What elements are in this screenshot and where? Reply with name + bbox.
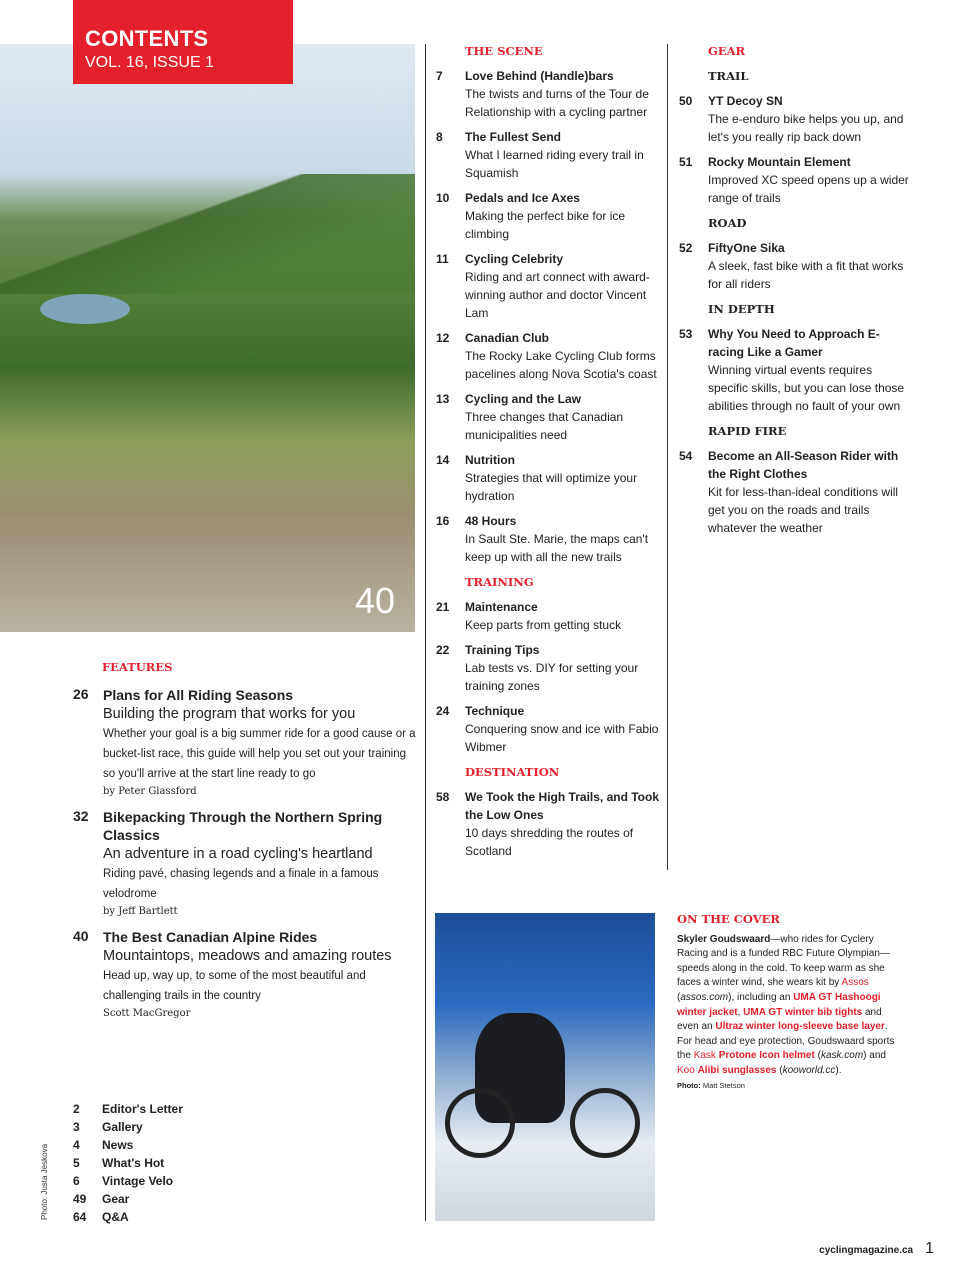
cover-photo-credit: Matt Stetson — [702, 1080, 745, 1090]
toc-entry[interactable] — [436, 128, 661, 182]
page-number: 26 — [73, 686, 89, 702]
feature-byline: by Peter Glassford — [103, 786, 197, 797]
feature-byline: Scott MacGregor — [103, 1008, 191, 1019]
entry-title: Why You Need to Approach E-racing Like a Gamer — [708, 327, 880, 359]
toc-entry[interactable] — [679, 92, 909, 146]
toc-entry[interactable] — [436, 390, 661, 444]
entry-description: The Rocky Lake Cycling Club forms pacelines along Nova Scotia's coast — [465, 349, 657, 381]
page-number: 4 — [73, 1138, 80, 1152]
department-entry[interactable] — [73, 1208, 183, 1226]
feature-entry[interactable] — [73, 808, 418, 920]
toc-entry[interactable] — [436, 788, 661, 860]
entry-text — [465, 512, 661, 566]
photo-page-number: 40 — [354, 580, 395, 621]
entry-text — [465, 189, 661, 243]
features-section — [73, 660, 418, 1030]
departments-list — [73, 1100, 183, 1226]
entry-text — [465, 641, 661, 695]
page-number: 24 — [436, 704, 450, 718]
page-number: 58 — [436, 790, 450, 804]
toc-entry[interactable] — [679, 325, 909, 415]
entry-title: 48 Hours — [465, 514, 517, 528]
department-title: Q&A — [102, 1210, 129, 1224]
entry-description: Conquering snow and ice with Fabio Wibmer — [465, 722, 659, 754]
toc-entry[interactable] — [679, 447, 909, 537]
entry-text — [708, 447, 909, 537]
entry-text — [708, 153, 909, 207]
page-number: 54 — [679, 449, 693, 463]
right-column — [679, 42, 909, 544]
column-divider — [425, 44, 426, 1221]
feature-deck: An adventure in a road cycling's heartland — [103, 846, 373, 862]
entry-title: The Fullest Send — [465, 130, 562, 144]
subsection-heading: TRAIL — [708, 69, 749, 83]
entry-text — [708, 92, 909, 146]
entry-description: Riding and art connect with award-winning author and doctor Vincent Lam — [465, 270, 650, 320]
site-url: cyclingmagazine.ca — [819, 1245, 914, 1256]
page-number: 2 — [73, 1102, 80, 1116]
department-entry[interactable] — [73, 1136, 183, 1154]
page-number: 51 — [679, 155, 693, 169]
cover-name: Skyler Goudswaard — [677, 933, 771, 945]
entry-text — [465, 128, 661, 182]
entry-description: Strategies that will optimize your hydration — [465, 471, 638, 503]
on-the-cover: ON THE COVER Skyler Goudswaard—who rides for Cyclery Racing and is a funded RBC Future Olympian—speeds along in the cold. To keep warm as she faces a winter wind, she wears kit by Assos (assos.com), including an UMA GT Hashoogi winter jacket, UMA GT winter bib tights and even an Ultraz winter long-sleeve base layer. For head and eye protection, Goudswaard sports the Kask Protone Icon helmet (kask.com) and Koo Alibi sunglasses (kooworld.cc). Photo: Matt Stetson — [677, 912, 902, 1093]
entry-title: YT Decoy SN — [708, 94, 783, 108]
feature-title: Plans for All Riding Seasons — [103, 687, 294, 703]
department-entry[interactable] — [73, 1190, 183, 1208]
page-number: 50 — [679, 94, 693, 108]
contents-title: CONTENTS — [85, 26, 209, 51]
department-title: News — [102, 1138, 134, 1152]
page-number: 1 — [925, 1240, 934, 1257]
page-number: 13 — [436, 392, 450, 406]
feature-deck: Mountaintops, meadows and amazing routes — [103, 948, 392, 964]
page-number: 16 — [436, 514, 450, 528]
entry-text — [465, 451, 661, 505]
entry-text — [103, 808, 418, 920]
toc-entry[interactable] — [679, 153, 909, 207]
middle-column — [436, 42, 661, 867]
feature-entry[interactable] — [73, 928, 418, 1022]
page-number: 64 — [73, 1210, 87, 1224]
page-number: 12 — [436, 331, 450, 345]
page-number: 32 — [73, 808, 89, 824]
entry-text — [465, 250, 661, 322]
entry-title: Become an All-Season Rider with the Right Clothes — [708, 449, 899, 481]
department-entry[interactable] — [73, 1100, 183, 1118]
cover-caption: Skyler Goudswaard—who rides for Cyclery Racing and is a funded RBC Future Olympian—speeds along in the cold. To keep warm as she faces a winter wind, she wears kit by Assos (assos.com), including an UMA GT Hashoogi winter jacket, UMA GT winter bib tights and even an Ultraz winter long-sleeve base layer. For head and eye protection, Goudswaard sports the Kask Protone Icon helmet (kask.com) and Koo Alibi sunglasses (kooworld.cc). — [677, 933, 895, 1076]
toc-entry[interactable] — [436, 451, 661, 505]
entry-description: Making the perfect bike for ice climbing — [465, 209, 626, 241]
entry-description: A sleek, fast bike with a fit that works for all riders — [708, 259, 904, 291]
toc-entry[interactable] — [436, 67, 661, 121]
feature-description: Riding pavé, chasing legends and a finale in a famous velodrome — [103, 868, 379, 900]
page-number: 3 — [73, 1120, 80, 1134]
page-number: 22 — [436, 643, 450, 657]
entry-text — [103, 686, 418, 800]
section-heading: GEAR — [708, 44, 746, 58]
feature-byline: by Jeff Bartlett — [103, 906, 178, 917]
entry-title: FiftyOne Sika — [708, 241, 785, 255]
feature-deck: Building the program that works for you — [103, 706, 356, 722]
footer — [819, 1240, 934, 1258]
page-number: 53 — [679, 327, 693, 341]
toc-entry[interactable] — [436, 189, 661, 243]
entry-title: Training Tips — [465, 643, 540, 657]
entry-text — [465, 598, 621, 634]
feature-description: Whether your goal is a big summer ride for a good cause or a bucket-list race, this guide will help you set out your training so you'll arrive at the start line ready to go — [103, 728, 416, 780]
subsection-heading: ROAD — [708, 216, 747, 230]
entry-title: Cycling and the Law — [465, 392, 582, 406]
toc-entry[interactable] — [436, 250, 661, 322]
toc-entry[interactable] — [436, 329, 661, 383]
feature-entry[interactable] — [73, 686, 418, 800]
entry-text — [465, 788, 661, 860]
entry-title: Cycling Celebrity — [465, 252, 564, 266]
page-number: 11 — [436, 252, 449, 266]
department-entry[interactable] — [73, 1154, 183, 1172]
entry-title: We Took the High Trails, and Took the Low Ones — [465, 790, 660, 822]
entry-title: Love Behind (Handle)bars — [465, 69, 614, 83]
toc-entry[interactable] — [436, 641, 661, 695]
page-number: 21 — [436, 600, 450, 614]
subsection-heading: RAPID FIRE — [708, 424, 787, 438]
subsection-heading: IN DEPTH — [708, 302, 775, 316]
section-heading: DESTINATION — [465, 765, 560, 779]
page-number: 14 — [436, 453, 450, 467]
entry-description: The twists and turns of the Tour de Relationship with a cycling partner — [465, 87, 649, 119]
department-title: Vintage Velo — [102, 1174, 174, 1188]
page-number: 10 — [436, 191, 450, 205]
department-entry[interactable] — [73, 1118, 183, 1136]
entry-description: Improved XC speed opens up a wider range of trails — [708, 173, 909, 205]
page-number: 6 — [73, 1174, 80, 1188]
page-number: 5 — [73, 1156, 80, 1170]
section-heading: THE SCENE — [465, 44, 543, 58]
department-title: What's Hot — [102, 1156, 165, 1170]
entry-title: Technique — [465, 704, 525, 718]
department-title: Gear — [102, 1192, 130, 1206]
toc-entry[interactable] — [436, 512, 661, 566]
entry-description: Three changes that Canadian municipalities need — [465, 410, 624, 442]
photo-credit: Photo: Justa Jeskova — [40, 1143, 49, 1220]
entry-title: Maintenance — [465, 600, 538, 614]
entry-description: 10 days shredding the routes of Scotland — [465, 826, 634, 858]
entry-text — [708, 325, 909, 415]
entry-description: In Sault Ste. Marie, the maps can't keep up with all the new trails — [465, 532, 649, 564]
entry-title: Pedals and Ice Axes — [465, 191, 580, 205]
entry-description: What I learned riding every trail in Squamish — [465, 148, 644, 180]
feature-photo-mountain-bikers — [0, 44, 415, 632]
entry-text — [465, 390, 661, 444]
page-number: 8 — [436, 130, 443, 144]
feature-description: Head up, way up, to some of the most beautiful and challenging trails in the country — [103, 970, 366, 1002]
entry-description: Winning virtual events requires specific skills, but you can lose those abilities through no fault of your own — [708, 363, 905, 413]
department-title: Gallery — [102, 1120, 143, 1134]
features-heading: FEATURES — [102, 660, 173, 674]
entry-title: Nutrition — [465, 453, 515, 467]
page-number: 52 — [679, 241, 693, 255]
toc-entry[interactable] — [679, 239, 909, 293]
feature-title: The Best Canadian Alpine Rides — [103, 929, 318, 945]
entry-description: Lab tests vs. DIY for setting your training zones — [465, 661, 639, 693]
entry-title: Canadian Club — [465, 331, 550, 345]
entry-text — [103, 928, 418, 1022]
issue-label: VOL. 16, ISSUE 1 — [85, 54, 214, 71]
entry-description: Keep parts from getting stuck — [465, 618, 622, 632]
contents-header — [73, 0, 293, 84]
entry-text — [465, 329, 661, 383]
column-divider — [667, 44, 668, 870]
department-title: Editor's Letter — [102, 1102, 183, 1116]
entry-text — [708, 239, 909, 293]
entry-text — [465, 67, 661, 121]
page-number: 7 — [436, 69, 443, 83]
toc-entry[interactable] — [436, 598, 661, 634]
entry-text — [465, 702, 661, 756]
cover-photo-cyclist — [435, 913, 655, 1221]
department-entry[interactable] — [73, 1172, 183, 1190]
feature-title: Bikepacking Through the Northern Spring Classics — [103, 809, 383, 843]
section-heading: TRAINING — [465, 575, 534, 589]
page-number: 40 — [73, 928, 89, 944]
entry-description: The e-enduro bike helps you up, and let's you really rip back down — [708, 112, 904, 144]
entry-title: Rocky Mountain Element — [708, 155, 851, 169]
entry-description: Kit for less-than-ideal conditions will get you on the roads and trails whatever the weather — [708, 485, 899, 535]
toc-entry[interactable] — [436, 702, 661, 756]
cover-heading: ON THE COVER — [677, 912, 780, 926]
page-number: 49 — [73, 1192, 87, 1206]
